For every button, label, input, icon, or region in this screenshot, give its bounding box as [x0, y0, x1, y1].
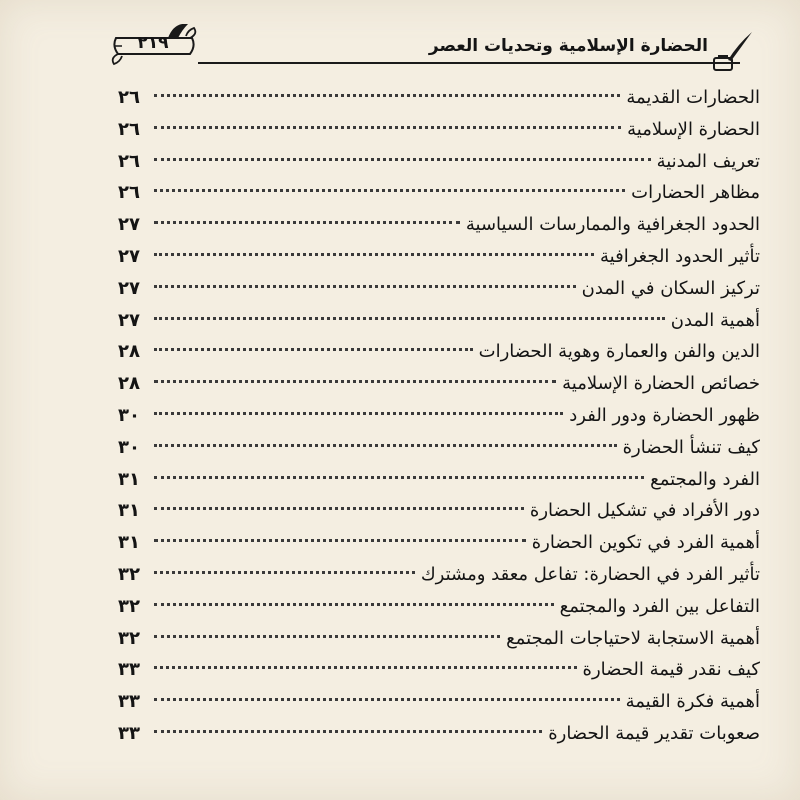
dot-leader — [154, 444, 617, 447]
toc-entry-title: دور الأفراد في تشكيل الحضارة — [529, 500, 760, 522]
toc-entry-page: ٣٢ — [118, 595, 140, 617]
quill-inkwell-icon — [712, 30, 756, 74]
toc-entry-title: الدين والفن والعمارة وهوية الحضارات — [478, 341, 760, 363]
toc-entry — [118, 177, 760, 209]
toc-entry-title: تأثير الفرد في الحضارة: تفاعل معقد ومشترك — [420, 563, 760, 585]
toc-entry-page: ٣١ — [118, 532, 140, 554]
header-rule — [198, 62, 740, 64]
toc-entry-title: الحدود الجغرافية والممارسات السياسية — [465, 214, 760, 236]
toc-entry-title: تركيز السكان في المدن — [581, 277, 760, 299]
toc-entry — [118, 623, 760, 655]
dot-leader — [154, 698, 620, 701]
dot-leader — [154, 635, 500, 638]
toc-entry — [118, 209, 760, 241]
toc-entry-page: ٢٧ — [118, 245, 140, 267]
toc-entry-page: ٣٣ — [118, 722, 140, 744]
toc-entry — [118, 82, 760, 114]
toc-entry-page: ٢٦ — [118, 150, 140, 172]
toc-entry-title: مظاهر الحضارات — [631, 182, 760, 204]
toc-entry — [118, 368, 760, 400]
toc-entry-title: الفرد والمجتمع — [650, 468, 760, 490]
toc-entry-page: ٢٧ — [118, 214, 140, 236]
toc-entry-title: كيف تنشأ الحضارة — [622, 436, 760, 458]
toc-entry-title: أهمية الاستجابة لاحتياجات المجتمع — [506, 627, 760, 649]
dot-leader — [154, 126, 621, 129]
toc-entry — [118, 273, 760, 305]
toc-entry-page: ٣١ — [118, 468, 140, 490]
dot-leader — [154, 94, 620, 97]
toc-entry-title: أهمية فكرة القيمة — [625, 691, 760, 713]
toc-entry-title: الحضارات القديمة — [626, 87, 760, 108]
dot-leader — [154, 539, 526, 542]
toc-entry-title: ظهور الحضارة ودور الفرد — [569, 404, 760, 426]
toc-entry-page: ٢٨ — [118, 373, 140, 395]
toc-entry-page: ٢٧ — [118, 277, 140, 299]
toc-entry-title: تعريف المدنية — [656, 150, 760, 172]
dot-leader — [154, 221, 460, 224]
toc-entry-title: الحضارة الإسلامية — [627, 118, 760, 140]
toc-entry — [118, 432, 760, 464]
toc-entry-page: ٣٠ — [118, 404, 140, 426]
dot-leader — [154, 571, 415, 574]
toc-entry — [118, 718, 760, 750]
dot-leader — [154, 730, 542, 733]
toc-entry — [118, 559, 760, 591]
dot-leader — [154, 507, 524, 510]
toc-entry — [118, 305, 760, 337]
toc-entry — [118, 336, 760, 368]
toc-entry — [118, 495, 760, 527]
toc-entry-page: ٣٢ — [118, 563, 140, 585]
page-number: ٢١٩ — [137, 33, 169, 53]
toc-entry-page: ٣٣ — [118, 691, 140, 713]
toc-entry-title: أهمية الفرد في تكوين الحضارة — [531, 532, 760, 554]
toc-entry-page: ٢٨ — [118, 341, 140, 363]
toc-entry-title: تأثير الحدود الجغرافية — [600, 245, 760, 267]
toc-entry-page: ٢٦ — [118, 87, 140, 108]
toc-entry — [118, 464, 760, 496]
toc-entry-page: ٣٢ — [118, 627, 140, 649]
dot-leader — [154, 603, 554, 606]
toc-entry-title: كيف نقدر قيمة الحضارة — [582, 659, 760, 681]
dot-leader — [154, 380, 556, 383]
toc-entry-title: أهمية المدن — [670, 309, 760, 331]
toc-entry — [118, 114, 760, 146]
toc-entry — [118, 241, 760, 273]
toc-entry-page: ٣٣ — [118, 659, 140, 681]
toc-entry-page: ٢٧ — [118, 309, 140, 331]
toc-entry — [118, 400, 760, 432]
toc-entry-page: ٢٦ — [118, 182, 140, 204]
dot-leader — [154, 158, 651, 161]
toc-entry-page: ٣١ — [118, 500, 140, 522]
table-of-contents — [118, 82, 760, 750]
toc-entry — [118, 146, 760, 178]
toc-entry — [118, 654, 760, 686]
dot-leader — [154, 476, 644, 479]
toc-entry-title: خصائص الحضارة الإسلامية — [562, 373, 760, 395]
toc-entry-title: صعوبات تقدير قيمة الحضارة — [548, 722, 760, 744]
dot-leader — [154, 348, 473, 351]
toc-entry-page: ٣٠ — [118, 436, 140, 458]
toc-entry — [118, 591, 760, 623]
dot-leader — [154, 253, 594, 256]
dot-leader — [154, 317, 665, 320]
toc-entry — [118, 527, 760, 559]
dot-leader — [154, 666, 577, 669]
toc-entry-title: التفاعل بين الفرد والمجتمع — [559, 595, 760, 617]
dot-leader — [154, 285, 576, 288]
toc-entry — [118, 686, 760, 718]
running-title: الحضارة الإسلامية وتحديات العصر — [428, 36, 708, 56]
toc-entry-page: ٢٦ — [118, 118, 140, 140]
dot-leader — [154, 412, 563, 415]
dot-leader — [154, 189, 625, 192]
